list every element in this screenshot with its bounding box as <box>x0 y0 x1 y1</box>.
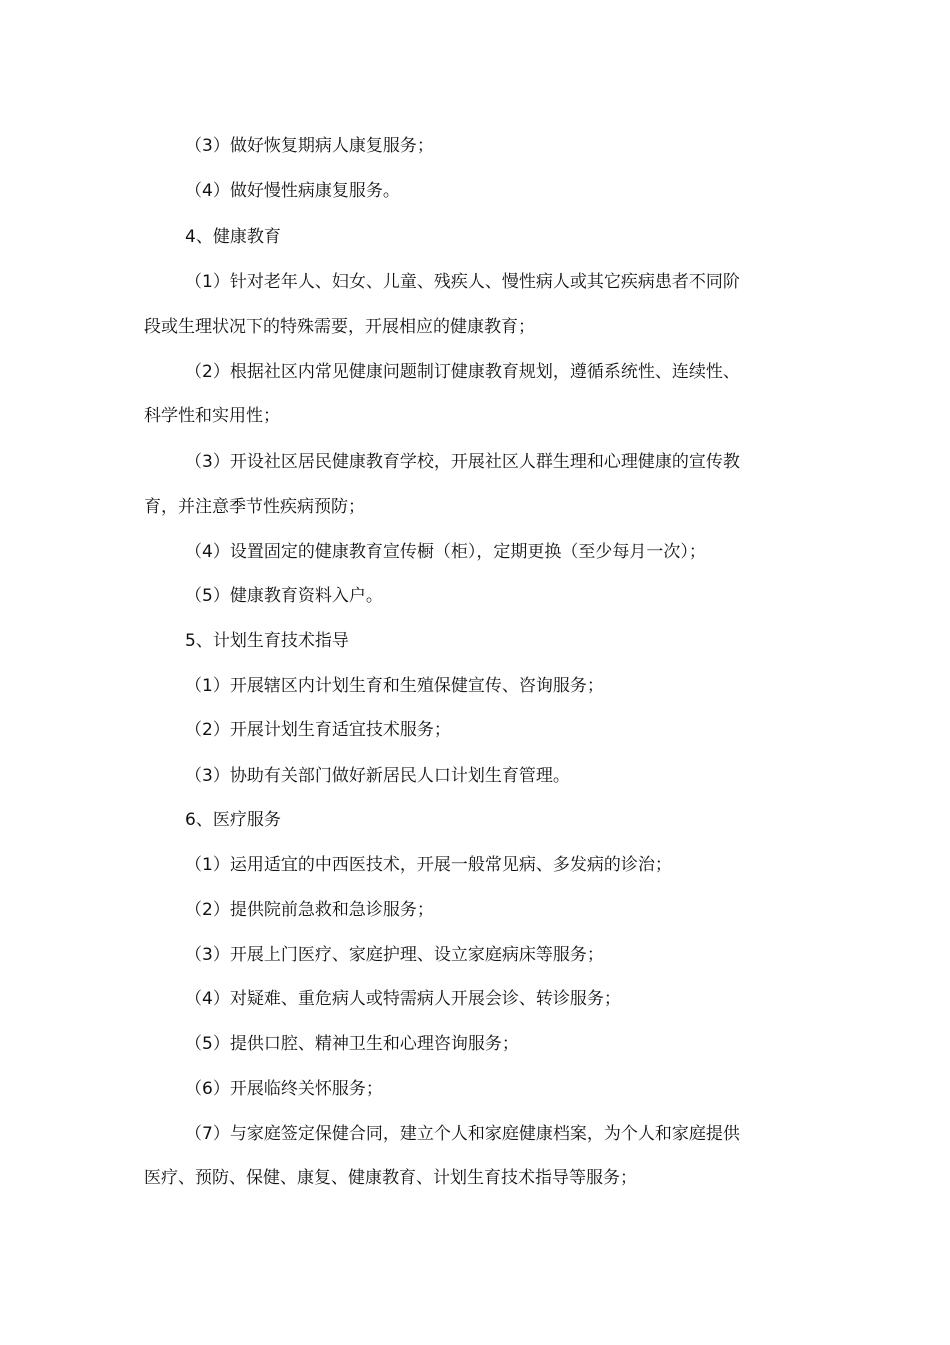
list-item: （2）根据社区内常见健康问题制订健康教育规划，遵循系统性、连续性、 <box>185 362 740 382</box>
list-item: （6）开展临终关怀服务； <box>185 1079 383 1099</box>
list-item: （4）对疑难、重危病人或特需病人开展会诊、转诊服务； <box>185 989 621 1009</box>
list-item: （3）做好恢复期病人康复服务； <box>185 136 434 156</box>
list-item: （4）设置固定的健康教育宣传橱（柜），定期更换（至少每月一次）； <box>185 542 706 562</box>
list-item: （2）开展计划生育适宜技术服务； <box>185 720 451 740</box>
list-item-continuation: 科学性和实用性； <box>144 406 280 426</box>
list-item: （1）运用适宜的中西医技术，开展一般常见病、多发病的诊治； <box>185 855 672 875</box>
list-item: （5）健康教育资料入户。 <box>185 586 383 606</box>
section-heading: 4、健康教育 <box>185 227 281 247</box>
list-item: （3）开展上门医疗、家庭护理、设立家庭病床等服务； <box>185 945 604 965</box>
list-item: （2）提供院前急救和急诊服务； <box>185 900 434 920</box>
list-item: （1）开展辖区内计划生育和生殖保健宣传、咨询服务； <box>185 676 604 696</box>
list-item: （5）提供口腔、精神卫生和心理咨询服务； <box>185 1034 519 1054</box>
list-item: （3）开设社区居民健康教育学校，开展社区人群生理和心理健康的宣传教 <box>185 452 740 472</box>
list-item-continuation: 育，并注意季节性疾病预防； <box>144 497 365 517</box>
list-item-continuation: 医疗、预防、保健、康复、健康教育、计划生育技术指导等服务； <box>144 1168 637 1188</box>
list-item: （3）协助有关部门做好新居民人口计划生育管理。 <box>185 766 570 786</box>
list-item: （1）针对老年人、妇女、儿童、残疾人、慢性病人或其它疾病患者不同阶 <box>185 272 740 292</box>
list-item: （4）做好慢性病康复服务。 <box>185 181 400 201</box>
section-heading: 6、医疗服务 <box>185 810 281 830</box>
section-heading: 5、计划生育技术指导 <box>185 631 349 651</box>
list-item-continuation: 段或生理状况下的特殊需要，开展相应的健康教育； <box>144 317 535 337</box>
list-item: （7）与家庭签定保健合同，建立个人和家庭健康档案，为个人和家庭提供 <box>185 1124 740 1144</box>
